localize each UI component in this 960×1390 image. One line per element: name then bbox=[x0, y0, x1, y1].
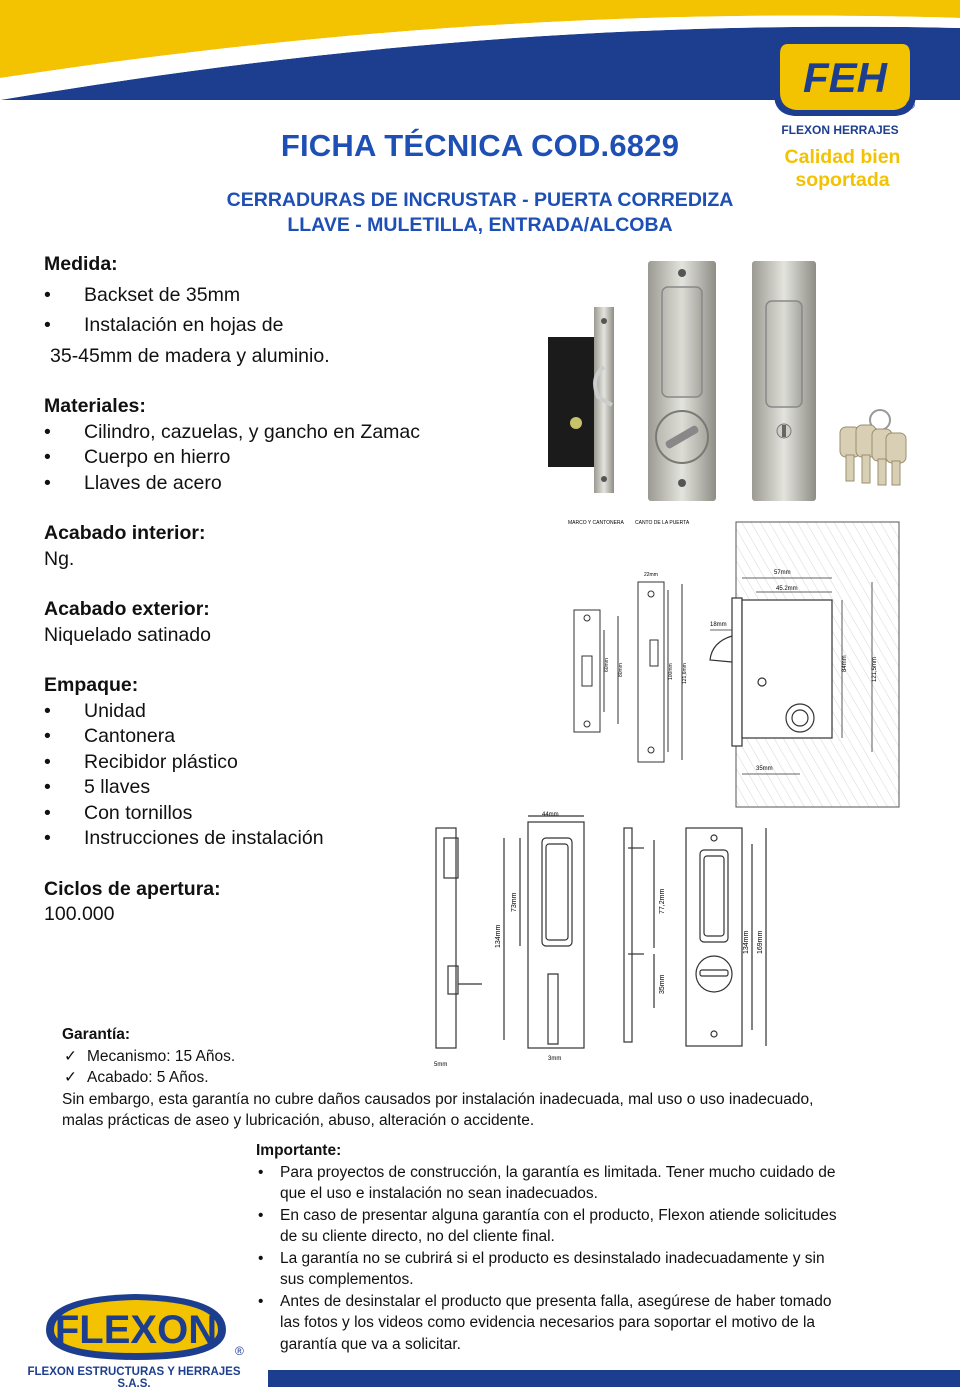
slogan: Calidad bien soportada bbox=[784, 146, 901, 191]
dim-35: 35mm bbox=[756, 766, 773, 772]
list-item: • Instalación en hojas de bbox=[44, 313, 474, 339]
materiales-heading: Materiales: bbox=[44, 395, 146, 417]
dim-73: 73mm bbox=[511, 892, 518, 912]
dim-57: 57mm bbox=[774, 570, 791, 576]
svg-text:FLEXON: FLEXON bbox=[54, 1308, 218, 1352]
ciclos-value: 100.000 bbox=[44, 903, 115, 925]
list-item-line: • En caso de presentar alguna garantía con el producto, Flexon atiende solicitudes bbox=[280, 1206, 837, 1224]
list-item bbox=[256, 1291, 926, 1356]
list-item: • 5 llaves bbox=[44, 775, 474, 801]
dim-100: 100mm bbox=[668, 663, 674, 680]
dim-169: 169mm bbox=[757, 930, 764, 954]
spec-list bbox=[44, 252, 474, 928]
subtitle-line-1: CERRADURAS DE INCRUSTAR - PUERTA CORREDIZA bbox=[226, 189, 734, 211]
keys-photo bbox=[840, 410, 906, 485]
list-item: • Llaves de acero bbox=[44, 471, 474, 497]
dim-1216: 121,6mm bbox=[682, 663, 688, 684]
dim-3: 3mm bbox=[548, 1056, 562, 1062]
list-item-line: sus complementos. bbox=[280, 1271, 414, 1288]
dim-134: 134mm bbox=[495, 924, 502, 948]
ciclos-heading: Ciclos de apertura: bbox=[44, 877, 221, 900]
list-item: • Cantonera bbox=[44, 724, 474, 750]
list-item-line: que el uso e instalación no sean inadecuados. bbox=[280, 1185, 598, 1202]
dim-84: 84mm bbox=[842, 655, 848, 672]
warranty-item: ✓ Acabado: 5 Años. bbox=[62, 1067, 942, 1089]
list-item-line: garantía que va a solicitar. bbox=[280, 1335, 461, 1353]
label-canto: CANTO DE LA PUERTA bbox=[635, 520, 690, 526]
list-item: • Backset de 35mm bbox=[44, 283, 474, 309]
footer-bar bbox=[268, 1370, 960, 1387]
list-item bbox=[256, 1205, 926, 1248]
dim-60: 60mm bbox=[604, 658, 610, 672]
dim-772: 77,2mm bbox=[659, 888, 666, 914]
subtitle-line-2: LLAVE - MULETILLA, ENTRADA/ALCOBA bbox=[287, 214, 673, 236]
dim-18: 18mm bbox=[710, 622, 727, 628]
medida-heading: Medida: bbox=[44, 253, 118, 275]
list-item-line: • La garantía no se cubrirá si el producto es desinstalado inadecuadamente y sin bbox=[280, 1249, 825, 1267]
empaque-heading: Empaque: bbox=[44, 674, 139, 696]
dim-80: 80mm bbox=[618, 663, 624, 677]
svg-text:FEH: FEH bbox=[803, 54, 887, 101]
product-photo bbox=[540, 255, 920, 515]
acabado-interior-value: Ng. bbox=[44, 547, 75, 570]
warranty-note-line-1: Sin embargo, esta garantía no cubre daños causados por instalación inadecuada, mal uso o uso inadecuado, bbox=[62, 1090, 814, 1108]
list-item: • Recibidor plástico bbox=[44, 750, 474, 776]
dim-1215: 121,5mm bbox=[872, 656, 878, 682]
dim-5: 5mm bbox=[434, 1062, 448, 1068]
warranty-section bbox=[62, 1024, 942, 1132]
brand-name: FLEXON HERRAJES bbox=[781, 123, 899, 137]
list-item bbox=[256, 1162, 926, 1205]
acabado-interior-heading: Acabado interior: bbox=[44, 522, 206, 544]
page-title: FICHA TÉCNICA COD.6829 bbox=[280, 128, 680, 163]
list-item: • Unidad bbox=[44, 699, 474, 725]
outer-plate-photo bbox=[752, 261, 816, 501]
lock-body-photo bbox=[548, 307, 614, 493]
list-item: • Cilindro, cazuelas, y gancho en Zamac bbox=[44, 420, 474, 446]
warranty-heading: Garantía: bbox=[62, 1026, 131, 1043]
list-item: • Cuerpo en hierro bbox=[44, 445, 474, 471]
list-item-line: • Para proyectos de construcción, la garantía es limitada. Tener mucho cuidado de bbox=[280, 1163, 836, 1181]
company-name: FLEXON ESTRUCTURAS Y HERRAJES S.A.S. bbox=[27, 1366, 241, 1390]
list-item: • Instrucciones de instalación bbox=[44, 826, 474, 852]
registered-mark: ® bbox=[906, 98, 915, 112]
dim-44: 44mm bbox=[542, 812, 559, 818]
list-item-line: • Antes de desinstalar el producto que presenta falla, asegúrese de haber tomado bbox=[280, 1292, 832, 1310]
list-item-line: las fotos y los videos como evidencia necesarios para soportar el motivo de la bbox=[280, 1314, 816, 1331]
warranty-item: ✓ Mecanismo: 15 Años. bbox=[62, 1046, 942, 1068]
faceplate-photo bbox=[648, 261, 716, 501]
list-item: • Con tornillos bbox=[44, 801, 474, 827]
important-section bbox=[256, 1140, 926, 1355]
important-heading: Importante: bbox=[256, 1142, 342, 1159]
footer-registered-mark: ® bbox=[235, 1344, 244, 1358]
list-item-line: de su cliente directo, no del cliente final. bbox=[280, 1228, 555, 1245]
dim-452: 45.2mm bbox=[776, 586, 798, 592]
medida-note: 35-45mm de madera y aluminio. bbox=[50, 344, 330, 367]
warranty-note-line-2: malas prácticas de aseo y lubricación, abuso, alteración o accidente. bbox=[62, 1112, 535, 1129]
acabado-exterior-value: Niquelado satinado bbox=[44, 623, 211, 646]
list-item bbox=[256, 1248, 926, 1291]
dim-22: 22mm bbox=[644, 572, 658, 578]
acabado-exterior-heading: Acabado exterior: bbox=[44, 598, 210, 620]
label-marco: MARCO Y CANTONERA bbox=[568, 520, 624, 526]
technical-drawing-top bbox=[560, 512, 905, 812]
flexon-logo bbox=[36, 1290, 236, 1364]
feh-logo bbox=[770, 34, 920, 120]
dim-134b: 134mm bbox=[743, 930, 750, 954]
dim-35b: 35mm bbox=[659, 974, 666, 994]
